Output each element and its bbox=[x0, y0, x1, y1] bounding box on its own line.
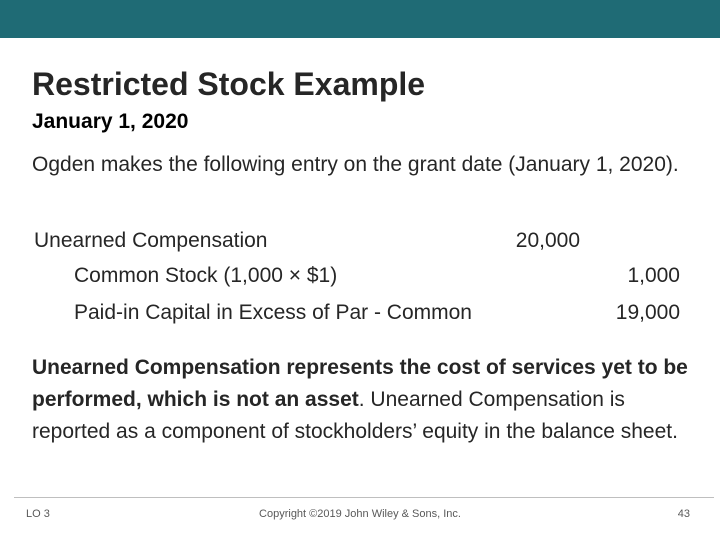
explanation-text bbox=[32, 352, 704, 448]
footer-divider bbox=[14, 497, 714, 498]
credit-account: Common Stock (1,000 × $1) bbox=[74, 264, 338, 287]
intro-text: Ogden makes the following entry on the grant date (January 1, 2020). bbox=[32, 153, 679, 176]
debit-account: Unearned Compensation bbox=[34, 229, 268, 252]
page-number: 43 bbox=[677, 508, 690, 520]
explanation-bold: Unearned Compensation represents the cost of services yet to be performed, which is not an asset bbox=[32, 356, 688, 411]
slide-subtitle: January 1, 2020 bbox=[32, 110, 189, 133]
credit-line-common-stock bbox=[0, 261, 720, 291]
credit-amount: 1,000 bbox=[627, 264, 680, 287]
credit-account: Paid-in Capital in Excess of Par - Common bbox=[74, 301, 472, 324]
debit-line bbox=[0, 226, 720, 256]
top-color-bar bbox=[0, 0, 720, 38]
learning-objective-label: LO 3 bbox=[26, 508, 50, 520]
explanation-rest: . Unearned Compensation is reported as a component of stockholders’ equity in the balance sheet. bbox=[32, 388, 678, 443]
slide-title: Restricted Stock Example bbox=[32, 66, 426, 102]
copyright-text: Copyright ©2019 John Wiley & Sons, Inc. bbox=[259, 508, 461, 520]
journal-entry bbox=[0, 226, 720, 326]
credit-amount: 19,000 bbox=[615, 301, 680, 324]
debit-amount: 20,000 bbox=[515, 229, 580, 252]
credit-line-paid-in-capital bbox=[0, 298, 720, 328]
